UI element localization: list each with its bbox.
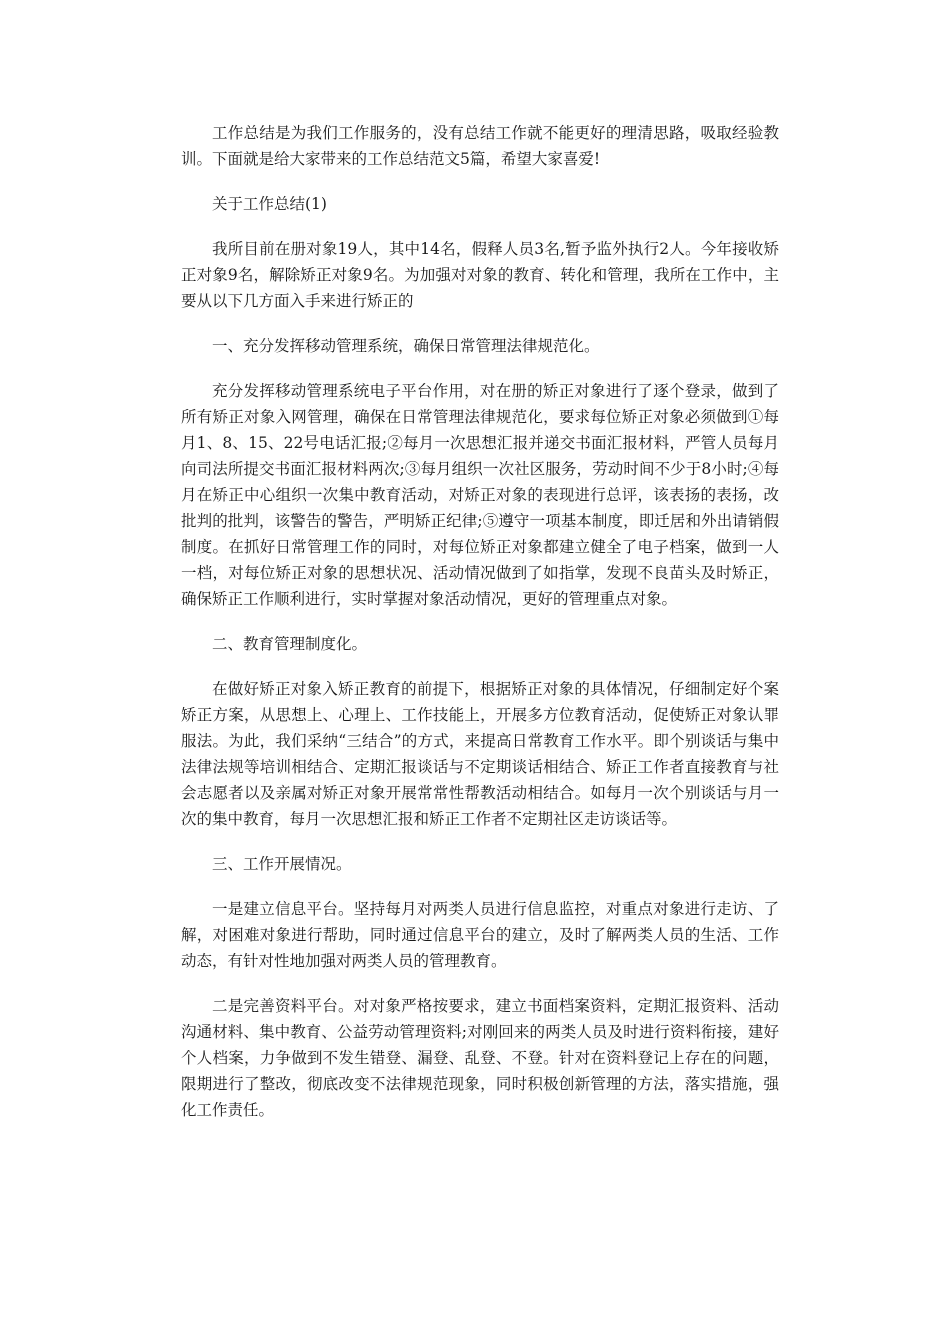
intro-paragraph: 工作总结是为我们工作服务的，没有总结工作就不能更好的理清思路，吸取经验教训。下面就是给大家带来的工作总结范文5篇，希望大家喜爱!: [181, 124, 779, 168]
heading-one: 一、充分发挥移动管理系统，确保日常管理法律规范化。: [212, 337, 600, 355]
body-paragraph: 二是完善资料平台。对对象严格按要求，建立书面档案资料，定期汇报资料、活动沟通材料、集中教育、公益劳动管理资料;对刚回来的两类人员及时进行资料衔接，建好个人档案，力争做到不发生错登、漏登、乱登、不登。针对在资料登记上存在的问题，限期进行了整改，彻底改变不法律规范现象，同时积极创新管理的方法，落实措施，强化工作责任。: [181, 997, 779, 1119]
heading-two: 二、教育管理制度化。: [212, 635, 368, 653]
heading-three: 三、工作开展情况。: [212, 855, 352, 873]
body-paragraph: 充分发挥移动管理系统电子平台作用，对在册的矫正对象进行了逐个登录，做到了所有矫正对象入网管理，确保在日常管理法律规范化，要求每位矫正对象必须做到①每月1、8、15、22号电话汇报;②每月一次思想汇报并递交书面汇报材料，严管人员每月向司法所提交书面汇报材料两次;③每月组织一次社区服务，劳动时间不少于8小时;④每月在矫正中心组织一次集中教育活动，对矫正对象的表现进行总评，该表扬的表扬，改批判的批判，该警告的警告，严明矫正纪律;⑤遵守一项基本制度，即迁居和外出请销假制度。在抓好日常管理工作的同时，对每位矫正对象都建立健全了电子档案，做到一人一档，对每位矫正对象的思想状况、活动情况做到了如指掌，发现不良苗头及时矫正，确保矫正工作顺利进行，实时掌握对象活动情况，更好的管理重点对象。: [181, 382, 779, 608]
body-paragraph: 在做好矫正对象入矫正教育的前提下，根据矫正对象的具体情况，仔细制定好个案矫正方案，从思想上、心理上、工作技能上，开展多方位教育活动，促使矫正对象认罪服法。为此，我们采纳“三结合”的方式，来提高日常教育工作水平。即个别谈话与集中法律法规等培训相结合、定期汇报谈话与不定期谈话相结合、矫正工作者直接教育与社会志愿者以及亲属对矫正对象开展常常性帮教活动相结合。如每月一次个别谈话与月一次的集中教育，每月一次思想汇报和矫正工作者不定期社区走访谈话等。: [181, 680, 779, 828]
document-body: [181, 120, 779, 1123]
overview-paragraph: 我所目前在册对象19人，其中14名，假释人员3名,暂予监外执行2人。今年接收矫正对象9名，解除矫正对象9名。为加强对对象的教育、转化和管理，我所在工作中，主要从以下几方面入手来进行矫正的: [181, 240, 779, 310]
body-paragraph: 一是建立信息平台。坚持每月对两类人员进行信息监控，对重点对象进行走访、了解，对困难对象进行帮助，同时通过信息平台的建立，及时了解两类人员的生活、工作动态，有针对性地加强对两类人员的管理教育。: [181, 900, 779, 970]
section-title: 关于工作总结(1): [212, 195, 327, 213]
